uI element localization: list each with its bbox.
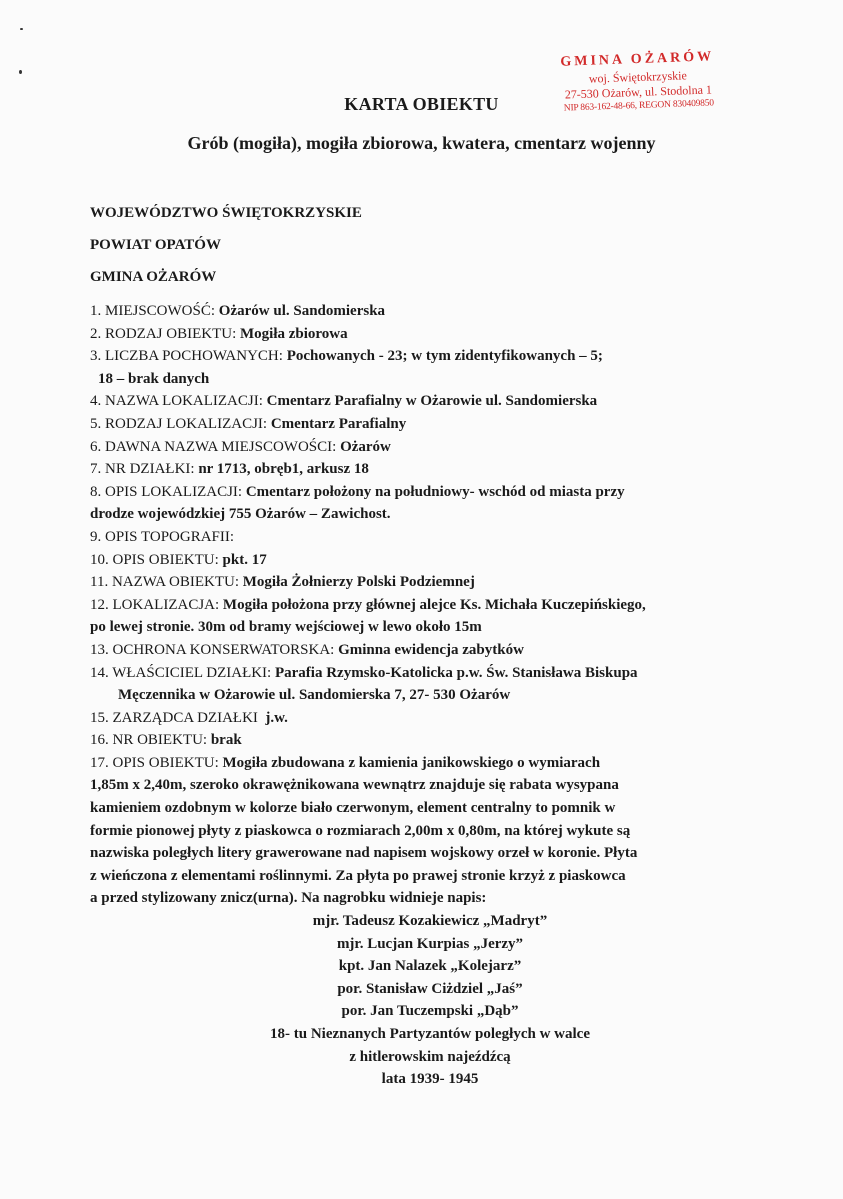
field-location-type: 5. RODZAJ LOKALIZACJI: Cmentarz Parafialny — [90, 415, 407, 432]
stamp-address: 27-530 Ożarów, ul. Stodolna 1 — [564, 82, 713, 102]
field-locality: 1. MIEJSCOWOŚĆ: Ożarów ul. Sandomierska — [90, 303, 386, 319]
inscription-line: mjr. Tadeusz Kozakiewicz „Madryt” — [312, 913, 548, 930]
inscription-line: mjr. Lucjan Kurpias „Jerzy” — [336, 935, 524, 952]
inscription-line: por. Stanisław Ciżdziel „Jaś” — [337, 980, 523, 997]
field-buried-count: 3. LICZBA POCHOWANYCH: Pochowanych - 23; w tym zidentyfikowanych – 5; — [90, 348, 603, 365]
field-conservation: 13. OCHRONA KONSERWATORSKA: Gminna ewidencja zabytków — [90, 641, 524, 658]
inscription-line: z hitlerowskim najeźdźcą — [349, 1048, 511, 1065]
voivodeship-heading: WOJEWÓDZTWO ŚWIĘTOKRZYSKIE — [90, 205, 362, 221]
field-localization: 12. LOKALIZACJA: Mogiła położona przy głównej alejce Ks. Michała Kuczepińskiego, — [90, 596, 646, 613]
stamp-name: GMINA OŻARÓW — [560, 49, 715, 70]
field-location-description: 8. OPIS LOKALIZACJI: Cmentarz położony na południowy- wschód od miasta przy — [90, 483, 625, 500]
field-object-description: 17. OPIS OBIEKTU: Mogiła zbudowana z kamienia janikowskiego o wymiarach — [90, 754, 601, 771]
document-title: KARTA OBIEKTU — [344, 94, 499, 114]
object-description-line: kamieniem ozdobnym w kolorze biało czerwonym, element centralny to pomnik w — [90, 800, 616, 817]
object-description-line: formie pionowej płyty z piaskowca o rozmiarach 2,00m x 0,80m, na której wykute są — [90, 822, 631, 839]
field-object-number: 16. NR OBIEKTU: brak — [90, 732, 242, 749]
field-plot-owner-cont: Męczennika w Ożarowie ul. Sandomierska 7, 27- 530 Ożarów — [118, 687, 511, 704]
county-heading: POWIAT OPATÓW — [90, 237, 221, 253]
inscription-line: 18- tu Nieznanych Partyzantów poległych w walce — [270, 1026, 590, 1042]
inscription-line: por. Jan Tuczempski „Dąb” — [341, 1003, 519, 1020]
stamp-voivodeship: woj. Świętokrzyskie — [588, 68, 688, 86]
field-buried-count-cont: 18 – brak danych — [98, 370, 210, 387]
object-description-line: nazwiska poległych litery grawerowane nad napisem wojskowy orzeł w koronie. Płyta — [90, 845, 638, 862]
field-localization-cont: po lewej stronie. 30m od bramy wejściowej w lewo około 15m — [90, 619, 482, 636]
field-object-type: 2. RODZAJ OBIEKTU: Mogiła zbiorowa — [90, 325, 348, 342]
object-description-line: a przed stylizowany znicz(urna). Na nagrobku widnieje napis: — [90, 890, 487, 907]
inscription-line: lata 1939- 1945 — [381, 1071, 479, 1088]
field-topography: 9. OPIS TOPOGRAFII: — [90, 528, 235, 545]
field-plot-number: 7. NR DZIAŁKI: nr 1713, obręb1, arkusz 18 — [90, 461, 369, 478]
object-fields — [90, 300, 770, 1091]
field-plot-owner: 14. WŁAŚCICIEL DZIAŁKI: Parafia Rzymsko-Katolicka p.w. Św. Stanisława Biskupa — [90, 664, 638, 681]
object-description-line: z wieńczona z elementami roślinnymi. Za płyta po prawej stronie krzyż z piaskowca — [90, 867, 626, 884]
inscription-line: kpt. Jan Nalazek „Kolejarz” — [338, 958, 522, 975]
document-subtitle: Grób (mogiła), mogiła zbiorowa, kwatera, cmentarz wojenny — [187, 133, 656, 153]
field-location-name: 4. NAZWA LOKALIZACJI: Cmentarz Parafialny w Ożarowie ul. Sandomierska — [90, 393, 598, 410]
field-former-name: 6. DAWNA NAZWA MIEJSCOWOŚCI: Ożarów — [90, 438, 391, 455]
field-location-description-cont: drodze wojewódzkiej 755 Ożarów – Zawichost. — [90, 506, 391, 523]
scan-speck — [20, 28, 23, 30]
object-description-line: 1,85m x 2,40m, szeroko okrawężnikowana wewnątrz znajduje się rabata wysypana — [90, 777, 619, 794]
field-plot-manager: 15. ZARZĄDCA DZIAŁKI j.w. — [90, 709, 288, 726]
commune-heading: GMINA OŻARÓW — [90, 269, 217, 285]
field-object-description-ref: 10. OPIS OBIEKTU: pkt. 17 — [90, 551, 267, 568]
stamp-tax-ids: NIP 863-162-48-66, REGON 830409850 — [563, 98, 715, 114]
scan-speck — [19, 70, 22, 74]
field-object-name: 11. NAZWA OBIEKTU: Mogiła Żołnierzy Polski Podziemnej — [90, 574, 475, 591]
tomb-inscription — [90, 910, 770, 1091]
